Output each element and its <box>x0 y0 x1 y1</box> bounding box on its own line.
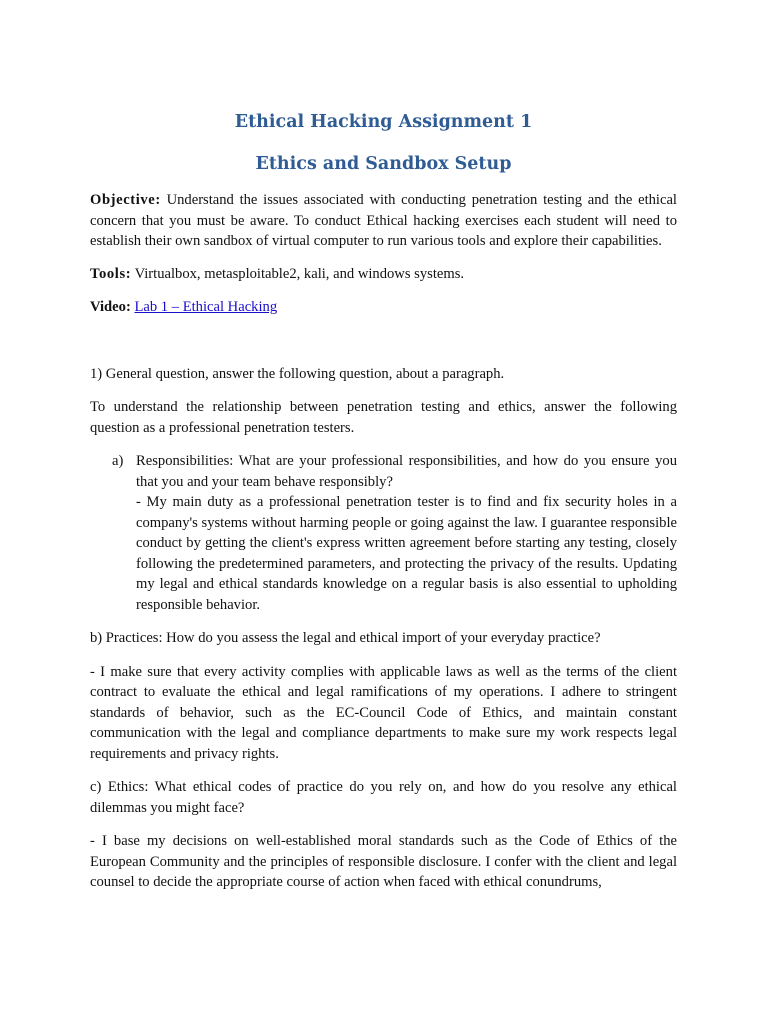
video-label: Video: <box>90 299 131 315</box>
item-b-answer: - I make sure that every activity complies with applicable laws as well as the terms of the client contract to evaluate the ethical and legal ramifications of my operations. I adhere to stringent standards of behavior, such as the EC-Council Code of Ethics, and maintain constant communication with the legal and compliance departments to make sure my work respects legal requirements and privacy rights. <box>90 663 677 762</box>
intro-paragraph: To understand the relationship between penetration testing and ethics, answer the following question as a professional penetration testers. <box>90 399 677 436</box>
objective-label: Objective: <box>90 192 161 208</box>
video-link[interactable]: Lab 1 – Ethical Hacking <box>134 299 278 315</box>
objective-paragraph <box>90 190 677 252</box>
tools-text: Virtualbox, metasploitable2, kali, and windows systems. <box>134 265 465 282</box>
item-c-answer: - I base my decisions on well-established moral standards such as the Code of Ethics of the European Community and the principles of responsible disclosure. I confer with the client and legal counsel to decide the appropriate course of action when faced with ethical conundrums, <box>90 833 677 890</box>
video-paragraph <box>90 297 677 318</box>
list-item-a <box>112 451 677 615</box>
document-subtitle: Ethics and Sandbox Setup <box>255 154 512 174</box>
tools-paragraph <box>90 264 677 285</box>
item-b-question: b) Practices: How do you assess the legal and ethical import of your everyday practice? <box>90 630 601 646</box>
item-c-question: c) Ethics: What ethical codes of practice do you rely on, and how do you resolve any ethical dilemmas you might face? <box>90 779 677 816</box>
list-body-a <box>136 451 677 615</box>
objective-text: Understand the issues associated with conducting penetration testing and the ethical concern that you must be aware. To conduct Ethical hacking exercises each student will need to establish their own sandbox of virtual computer to run various tools and explore their capabilities. <box>90 192 677 249</box>
list-marker-a: a) <box>112 453 124 469</box>
document-page <box>90 108 677 893</box>
question-1: 1) General question, answer the following question, about a paragraph. <box>90 365 505 382</box>
document-title: Ethical Hacking Assignment 1 <box>234 112 533 132</box>
tools-label: Tools: <box>90 265 132 282</box>
item-a-question: Responsibilities: What are your professional responsibilities, and how do you ensure you that you and your team behave responsibly? <box>136 453 677 490</box>
item-a-answer: - My main duty as a professional penetration tester is to find and fix security holes in a company's systems without harming people or going against the law. I guarantee responsible conduct by getting the client's express written agreement before starting any testing, closely following the predetermined parameters, and protecting the privacy of the results. Updating my legal and ethical standards knowledge on a regular basis is also essential to upholding responsible behavior. <box>136 494 677 613</box>
